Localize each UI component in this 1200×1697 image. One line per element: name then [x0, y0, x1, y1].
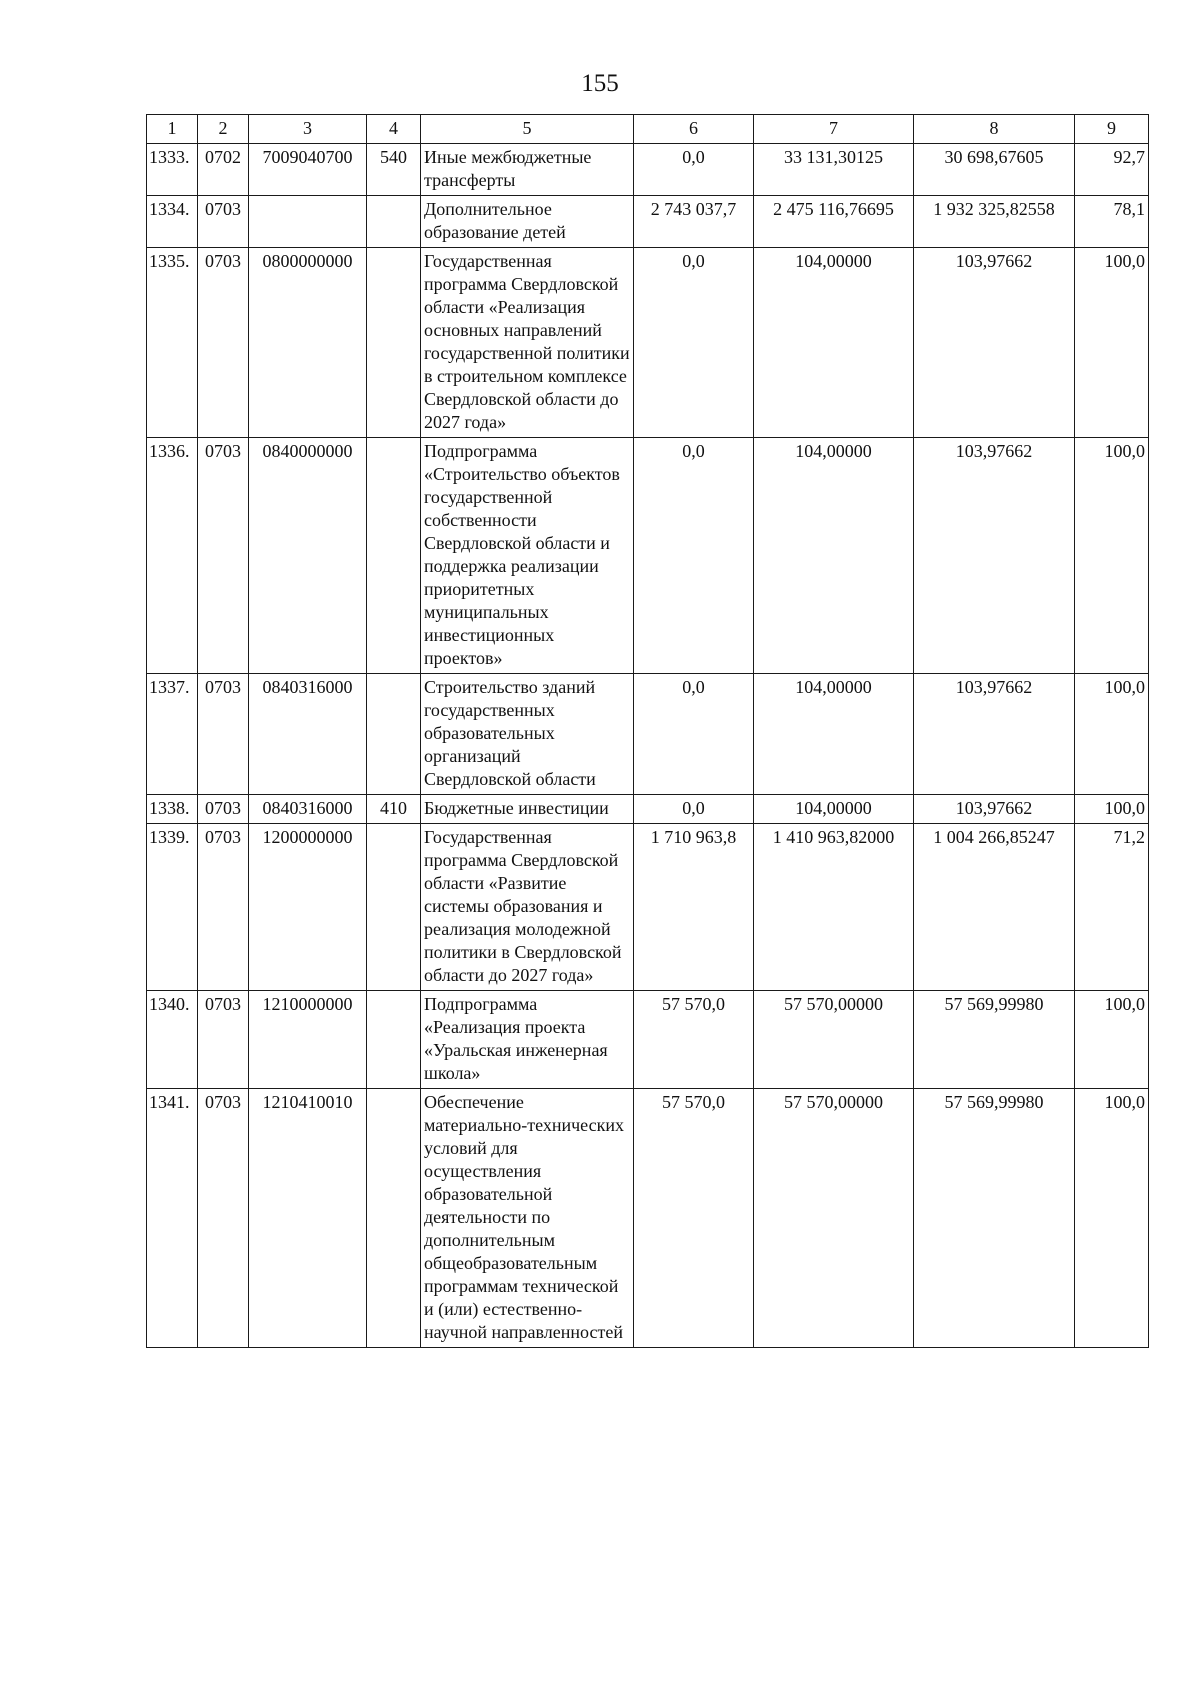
- budget-table: [146, 114, 1149, 1348]
- value-col-9: 71,2: [1075, 824, 1149, 991]
- table-row: [147, 674, 1149, 795]
- target-article-code: 0840316000: [249, 674, 367, 795]
- section-code: 0703: [198, 196, 249, 248]
- item-name: Подпрограмма «Реализация проекта «Уральская инженерная школа»: [421, 991, 634, 1089]
- value-col-8: 30 698,67605: [914, 144, 1075, 196]
- item-name: Подпрограмма «Строительство объектов государственной собственности Свердловской области и поддержка реализации приоритетных муниципальных инвестиционных проектов»: [421, 438, 634, 674]
- expense-type-code: [367, 438, 421, 674]
- item-name: Дополнительное образование детей: [421, 196, 634, 248]
- value-col-9: 100,0: [1075, 795, 1149, 824]
- item-name: Бюджетные инвестиции: [421, 795, 634, 824]
- col-header-2: 2: [198, 115, 249, 144]
- value-col-8: 103,97662: [914, 438, 1075, 674]
- section-code: 0703: [198, 674, 249, 795]
- expense-type-code: [367, 1089, 421, 1348]
- row-number: 1340.: [147, 991, 198, 1089]
- value-col-8: 57 569,99980: [914, 991, 1075, 1089]
- row-number: 1333.: [147, 144, 198, 196]
- col-header-5: 5: [421, 115, 634, 144]
- table-row: [147, 438, 1149, 674]
- row-number: 1339.: [147, 824, 198, 991]
- section-code: 0703: [198, 248, 249, 438]
- page-number: 155: [581, 70, 619, 97]
- expense-type-code: [367, 196, 421, 248]
- value-col-8: 103,97662: [914, 674, 1075, 795]
- header-row: [147, 115, 1149, 144]
- target-article-code: [249, 196, 367, 248]
- target-article-code: 0800000000: [249, 248, 367, 438]
- item-name: Государственная программа Свердловской области «Реализация основных направлений государственной политики в строительном комплексе Свердловской области до 2027 года»: [421, 248, 634, 438]
- table-row: [147, 144, 1149, 196]
- value-col-8: 1 932 325,82558: [914, 196, 1075, 248]
- expense-type-code: [367, 248, 421, 438]
- item-name: Государственная программа Свердловской области «Развитие системы образования и реализация молодежной политики в Свердловской области до 2027 года»: [421, 824, 634, 991]
- item-name: Иные межбюджетные трансферты: [421, 144, 634, 196]
- value-col-9: 100,0: [1075, 1089, 1149, 1348]
- col-header-7: 7: [754, 115, 914, 144]
- section-code: 0703: [198, 991, 249, 1089]
- value-col-6: 57 570,0: [634, 991, 754, 1089]
- target-article-code: 1200000000: [249, 824, 367, 991]
- value-col-9: 100,0: [1075, 248, 1149, 438]
- item-name: Обеспечение материально-технических условий для осуществления образовательной деятельности по дополнительным общеобразовательным программам технической и (или) естественно-научной направленностей: [421, 1089, 634, 1348]
- value-col-9: 100,0: [1075, 438, 1149, 674]
- value-col-7: 104,00000: [754, 795, 914, 824]
- table-row: [147, 991, 1149, 1089]
- row-number: 1334.: [147, 196, 198, 248]
- section-code: 0703: [198, 824, 249, 991]
- value-col-7: 1 410 963,82000: [754, 824, 914, 991]
- value-col-6: 57 570,0: [634, 1089, 754, 1348]
- value-col-7: 2 475 116,76695: [754, 196, 914, 248]
- row-number: 1337.: [147, 674, 198, 795]
- value-col-7: 57 570,00000: [754, 991, 914, 1089]
- value-col-9: 92,7: [1075, 144, 1149, 196]
- col-header-8: 8: [914, 115, 1075, 144]
- expense-type-code: 410: [367, 795, 421, 824]
- target-article-code: 7009040700: [249, 144, 367, 196]
- col-header-4: 4: [367, 115, 421, 144]
- value-col-9: 100,0: [1075, 674, 1149, 795]
- section-code: 0703: [198, 1089, 249, 1348]
- row-number: 1336.: [147, 438, 198, 674]
- row-number: 1341.: [147, 1089, 198, 1348]
- value-col-7: 104,00000: [754, 438, 914, 674]
- table-row: [147, 1089, 1149, 1348]
- value-col-7: 104,00000: [754, 674, 914, 795]
- target-article-code: 1210000000: [249, 991, 367, 1089]
- col-header-3: 3: [249, 115, 367, 144]
- target-article-code: 0840000000: [249, 438, 367, 674]
- table-body: [147, 144, 1149, 1348]
- col-header-1: 1: [147, 115, 198, 144]
- value-col-6: 1 710 963,8: [634, 824, 754, 991]
- value-col-8: 103,97662: [914, 795, 1075, 824]
- section-code: 0703: [198, 795, 249, 824]
- row-number: 1338.: [147, 795, 198, 824]
- value-col-6: 0,0: [634, 674, 754, 795]
- value-col-7: 33 131,30125: [754, 144, 914, 196]
- value-col-9: 78,1: [1075, 196, 1149, 248]
- section-code: 0703: [198, 438, 249, 674]
- table-row: [147, 824, 1149, 991]
- expense-type-code: 540: [367, 144, 421, 196]
- value-col-7: 57 570,00000: [754, 1089, 914, 1348]
- value-col-9: 100,0: [1075, 991, 1149, 1089]
- expense-type-code: [367, 991, 421, 1089]
- target-article-code: 0840316000: [249, 795, 367, 824]
- item-name: Строительство зданий государственных образовательных организаций Свердловской области: [421, 674, 634, 795]
- target-article-code: 1210410010: [249, 1089, 367, 1348]
- table-row: [147, 795, 1149, 824]
- value-col-6: 2 743 037,7: [634, 196, 754, 248]
- value-col-6: 0,0: [634, 248, 754, 438]
- col-header-6: 6: [634, 115, 754, 144]
- table-row: [147, 248, 1149, 438]
- value-col-8: 103,97662: [914, 248, 1075, 438]
- value-col-7: 104,00000: [754, 248, 914, 438]
- value-col-6: 0,0: [634, 795, 754, 824]
- value-col-6: 0,0: [634, 438, 754, 674]
- table-row: [147, 196, 1149, 248]
- row-number: 1335.: [147, 248, 198, 438]
- expense-type-code: [367, 824, 421, 991]
- value-col-6: 0,0: [634, 144, 754, 196]
- expense-type-code: [367, 674, 421, 795]
- value-col-8: 57 569,99980: [914, 1089, 1075, 1348]
- value-col-8: 1 004 266,85247: [914, 824, 1075, 991]
- section-code: 0702: [198, 144, 249, 196]
- col-header-9: 9: [1075, 115, 1149, 144]
